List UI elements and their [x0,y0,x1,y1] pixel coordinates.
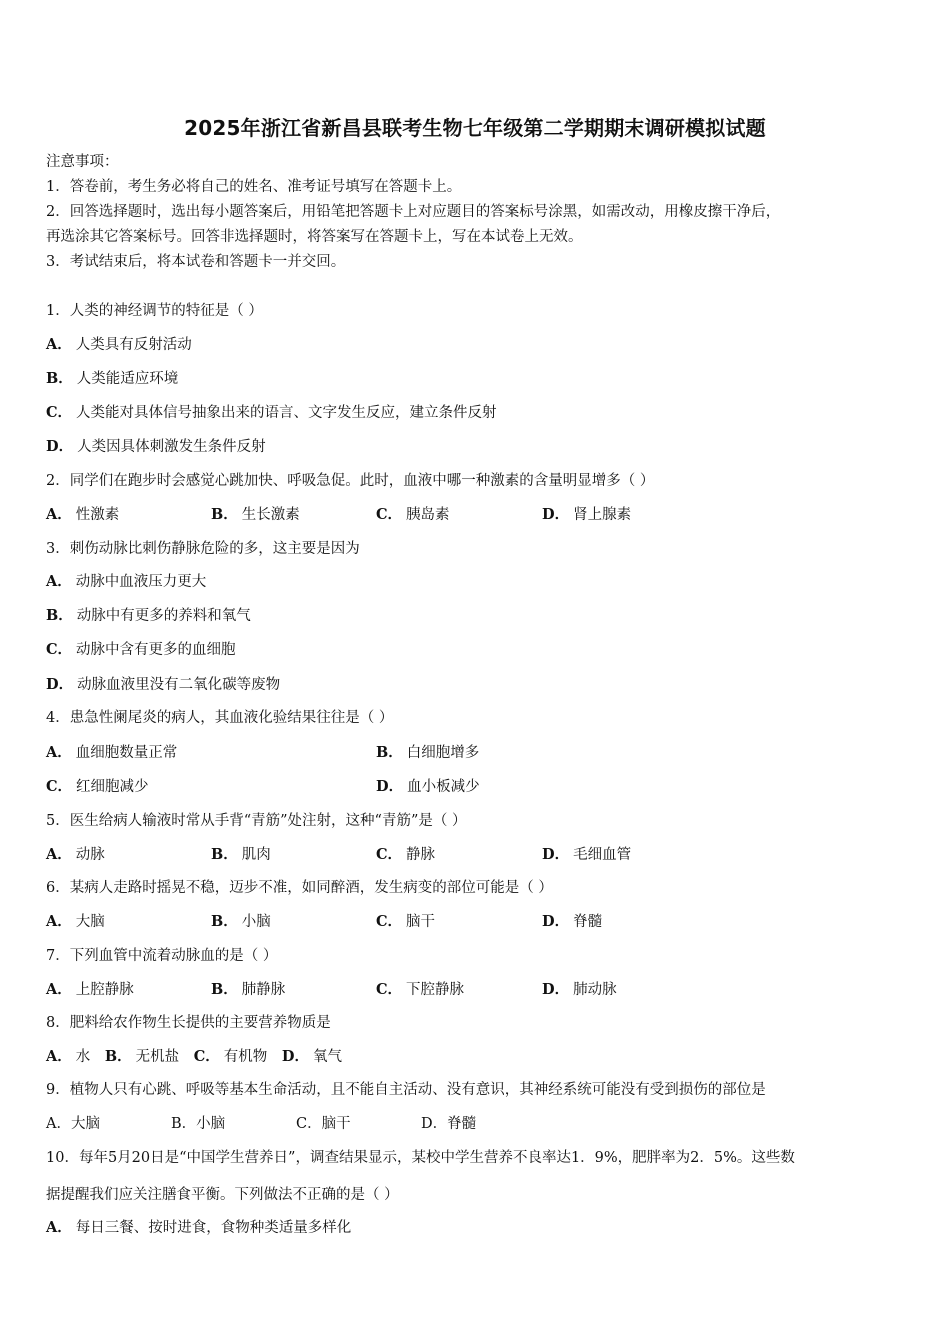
option-item [211,845,271,865]
option-label: D． [281,1048,309,1065]
option-line [46,606,251,626]
option-label: A． [46,506,72,523]
option-label: B． [211,846,238,863]
option-label: A． [46,1116,71,1132]
option-text: 脊髓 [447,1116,477,1132]
option-text: 肾上腺素 [573,507,632,523]
option-label: D． [542,981,570,998]
question-stem: 5．医生给病人输液时常从手背“青筋”处注射，这种“青筋”是（ ） [46,813,467,829]
option-text: 小脑 [241,914,271,930]
option-label: B． [46,607,73,624]
option-label: D． [421,1116,448,1132]
option-label: A． [46,336,72,353]
option-text: 血细胞数量正常 [75,745,178,761]
option-label: D． [46,438,74,455]
option-text: 性激素 [75,507,120,523]
option-item [542,505,631,525]
option-text: 动脉中含有更多的血细胞 [76,642,236,658]
option-text: 人类能对具体信号抽象出来的语言、文字发生反应，建立条件反射 [76,405,497,421]
option-item [171,1114,225,1134]
option-text: 无机盐 [135,1049,180,1065]
option-item [194,1049,268,1065]
option-line [46,1047,352,1067]
option-item [376,912,435,932]
option-line [46,572,206,592]
option-label: B． [211,981,238,998]
option-label: A． [46,846,72,863]
option-text: 白细胞增多 [406,745,480,761]
question-stem: 4．患急性阑尾炎的病人，其血液化验结果往往是（ ） [46,710,394,726]
option-label: C． [46,778,73,795]
option-item [46,505,119,525]
option-label: B． [211,506,238,523]
option-item [46,980,134,1000]
option-item [376,743,479,763]
option-text: 大脑 [75,914,105,930]
question-stem: 8．肥料给农作物生长提供的主要营养物质是 [46,1015,331,1031]
option-text: 动脉中有更多的养料和氧气 [76,608,251,624]
option-item [542,845,631,865]
option-text: 水 [75,1049,91,1065]
option-item [296,1114,351,1134]
question-stem: 9．植物人只有心跳、呼吸等基本生命活动，且不能自主活动、没有意识，其神经系统可能没有受到损伤的部位是 [46,1082,766,1098]
option-text: 毛细血管 [573,847,632,863]
option-text: 下腔静脉 [406,982,465,998]
option-text: 肺动脉 [573,982,617,998]
option-text: 动脉 [75,847,105,863]
option-label: A． [46,1219,72,1236]
notice-item: 1．答卷前，考生务必将自己的姓名、准考证号填写在答题卡上。 [46,179,462,195]
option-item [542,912,602,932]
question-stem-continued: 据提醒我们应关注膳食平衡。下列做法不正确的是（ ） [46,1187,399,1203]
option-label: B． [46,370,73,387]
option-text: 有机物 [223,1049,268,1065]
question-stem: 1．人类的神经调节的特征是（ ） [46,303,263,319]
option-line [46,640,236,660]
option-label: C． [296,1116,322,1132]
option-label: C． [376,846,403,863]
option-label: B． [171,1116,197,1132]
option-text: 胰岛素 [406,507,450,523]
question-stem: 10．每年5月20日是“中国学生营养日”，调查结果显示，某校中学生营养不良率达1．9%，肥胖率为2．5%。这些数 [46,1150,795,1166]
option-item [376,845,435,865]
option-text: 动脉中血液压力更大 [75,574,207,590]
question-stem: 6．某病人走路时摇晃不稳，迈步不准，如同醉酒，发生病变的部位可能是（ ） [46,880,553,896]
question-stem: 2．同学们在跑步时会感觉心跳加快、呼吸急促。此时，血液中哪一种激素的含量明显增多（ ） [46,473,655,489]
option-item [376,777,480,797]
option-item [46,1114,100,1134]
option-label: B． [211,913,238,930]
option-line [46,335,192,355]
page-title: 2025年浙江省新昌县联考生物七年级第二学期期末调研模拟试题 [184,116,766,140]
option-item [46,777,149,797]
option-line [46,675,280,695]
option-text: 动脉血液里没有二氧化碳等废物 [77,677,281,693]
option-label: D． [542,846,570,863]
option-text: 人类能适应环境 [76,371,179,387]
question-stem: 3．刺伤动脉比刺伤静脉危险的多，这主要是因为 [46,541,360,557]
option-item [376,505,450,525]
option-label: B． [376,744,403,761]
option-label: A． [46,1048,72,1065]
option-text: 血小板减少 [407,779,480,795]
option-label: C． [376,981,403,998]
option-label: C． [46,404,73,421]
option-label: A． [46,981,72,998]
option-label: B． [104,1048,132,1065]
option-text: 大脑 [70,1116,100,1132]
option-line [46,403,497,423]
option-label: A． [46,913,72,930]
option-text: 肌肉 [241,847,271,863]
option-line [46,1218,351,1238]
option-item [211,505,300,525]
option-item [376,980,464,1000]
option-item [542,980,617,1000]
option-label: C． [193,1048,220,1065]
option-item [46,1049,90,1065]
option-item [46,743,177,763]
option-line [46,369,178,389]
option-text: 每日三餐、按时进食，食物种类适量多样化 [75,1220,352,1236]
option-text: 氧气 [312,1049,342,1065]
option-label: C． [376,913,403,930]
notice-header: 注意事项： [46,154,119,170]
option-label: D． [542,506,570,523]
option-label: D． [46,676,74,693]
option-item [421,1114,476,1134]
option-label: D． [376,778,404,795]
option-text: 人类因具体刺激发生条件反射 [77,439,266,455]
notice-item: 2．回答选择题时，选出每小题答案后，用铅笔把答题卡上对应题目的答案标号涂黑，如需改动，用橡皮擦干净后， [46,204,781,220]
option-item [46,845,105,865]
option-text: 人类具有反射活动 [75,337,192,353]
option-item [211,980,285,1000]
option-label: C． [46,641,73,658]
option-text: 脊髓 [573,914,603,930]
option-text: 生长激素 [241,507,300,523]
option-item [105,1049,179,1065]
option-line [46,437,266,457]
option-label: C． [376,506,403,523]
option-item [282,1049,342,1065]
option-label: D． [542,913,570,930]
option-text: 静脉 [406,847,436,863]
option-text: 脑干 [406,914,436,930]
question-stem: 7．下列血管中流着动脉血的是（ ） [46,948,278,964]
option-item [211,912,271,932]
option-item [46,912,105,932]
option-label: A． [46,744,72,761]
option-text: 肺静脉 [241,982,286,998]
option-text: 小脑 [196,1116,226,1132]
option-label: A． [46,573,72,590]
option-text: 脑干 [321,1116,351,1132]
option-text: 上腔静脉 [75,982,134,998]
option-text: 红细胞减少 [76,779,149,795]
notice-item: 3．考试结束后，将本试卷和答题卡一并交回。 [46,254,346,270]
notice-item: 再选涂其它答案标号。回答非选择题时，将答案写在答题卡上，写在本试卷上无效。 [46,229,583,245]
